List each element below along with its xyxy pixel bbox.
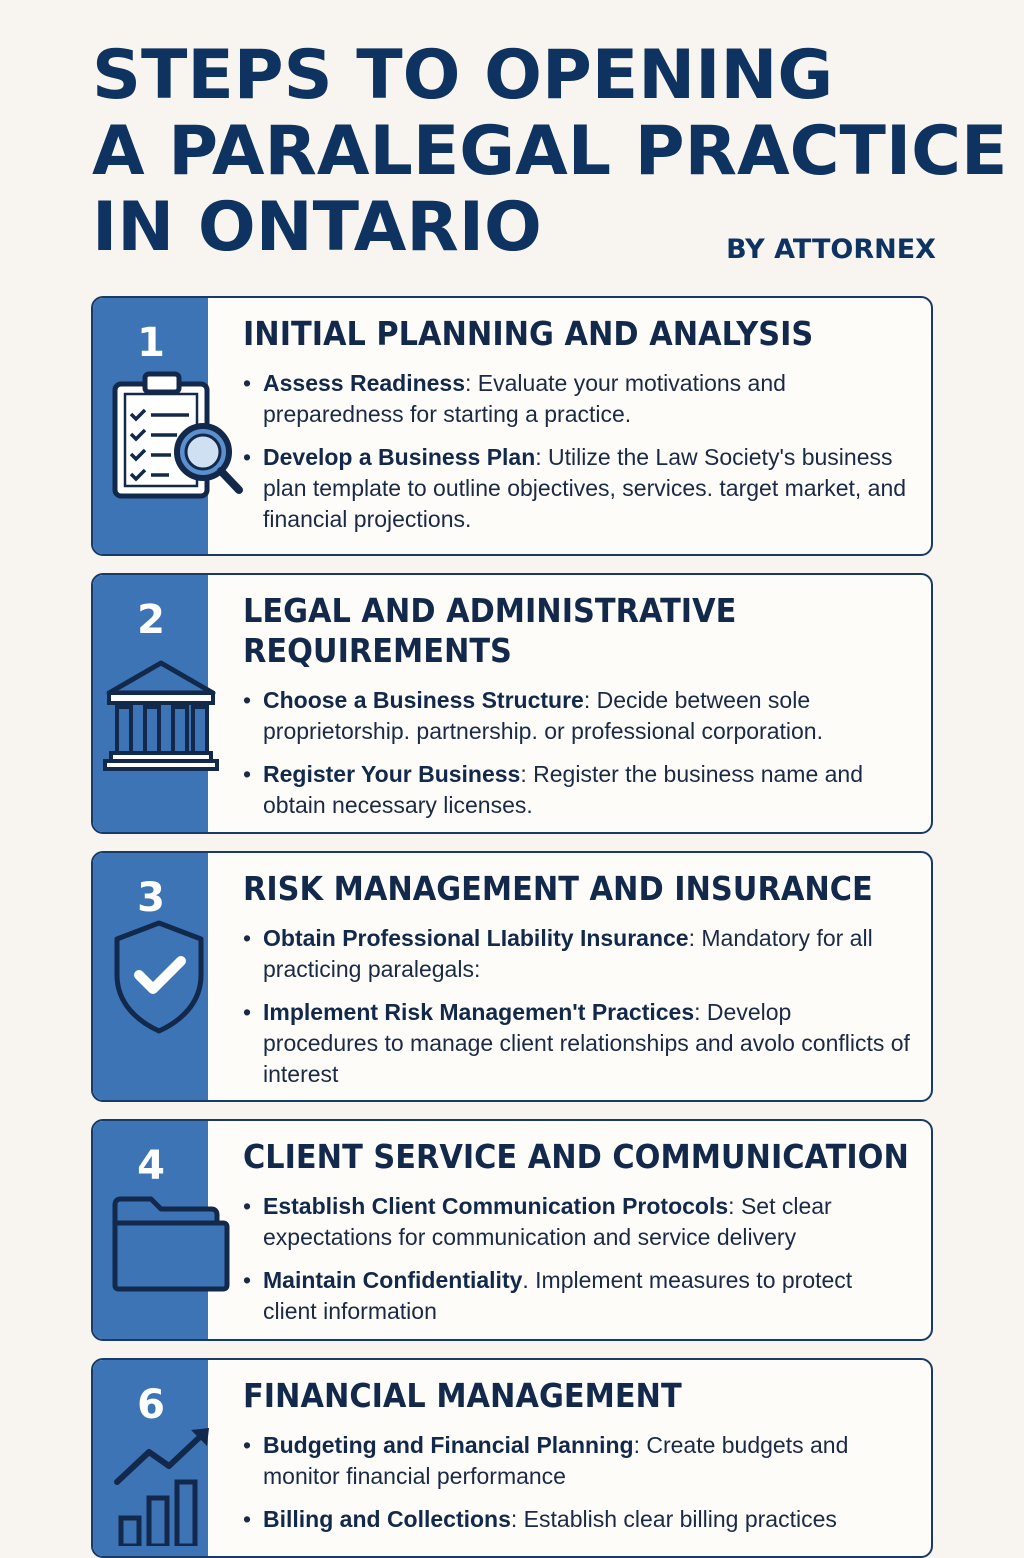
growth-chart-icon xyxy=(111,1426,221,1546)
step-card-6 xyxy=(91,1358,933,1558)
step-number: 1 xyxy=(137,320,165,366)
step-card-2 xyxy=(91,573,933,834)
step-card-4 xyxy=(91,1119,933,1341)
byline: BY ATTORNEX xyxy=(726,234,936,265)
shield-check-icon xyxy=(109,919,209,1035)
title-line-3: IN ONTARIO xyxy=(92,188,542,267)
clipboard-magnifier-icon xyxy=(107,370,247,500)
step-heading: RISK MANAGEMENT AND INSURANCE xyxy=(243,869,873,908)
step-number: 4 xyxy=(137,1143,165,1189)
step-number: 2 xyxy=(137,597,165,643)
list-item: • Assess Readiness: Evaluate your motivations and preparedness for starting a practice. xyxy=(243,368,911,430)
step-heading: INITIAL PLANNING AND ANALYSIS xyxy=(243,314,814,353)
list-item: • Obtain Professional LIability Insurance: Mandatory for all practicing paralegals: xyxy=(243,923,911,985)
list-item: • Choose a Business Structure: Decide between sole proprietorship. partnership. or professional corporation. xyxy=(243,685,911,747)
title-line-2: A PARALEGAL PRACTICE xyxy=(92,112,1008,191)
step-card-3 xyxy=(91,851,933,1102)
list-item: • Budgeting and Financial Planning: Create budgets and monitor financial performance xyxy=(243,1430,911,1492)
list-item: • Implement Risk Managemen't Practices: Develop procedures to manage client relationships and avolo conflicts of interest xyxy=(243,997,911,1090)
list-item: • Develop a Business Plan: Utilize the Law Society's business plan template to outline objectives, services. target market, and financial projections. xyxy=(243,442,911,535)
courthouse-icon xyxy=(101,655,231,775)
list-item: • Maintain Confidentiality. Implement measures to protect client information xyxy=(243,1265,911,1327)
title-line-1: STEPS TO OPENING xyxy=(92,36,834,115)
step-number: 6 xyxy=(137,1382,165,1428)
list-item: • Billing and Collections: Establish clear billing practices xyxy=(243,1504,911,1535)
step-card-1 xyxy=(91,296,933,556)
list-item: • Establish Client Communication Protocols: Set clear expectations for communication and service delivery xyxy=(243,1191,911,1253)
page-title xyxy=(92,38,1008,266)
step-heading: FINANCIAL MANAGEMENT xyxy=(243,1376,682,1415)
step-heading: LEGAL AND ADMINISTRATIVE REQUIREMENTS xyxy=(243,591,737,670)
list-item: • Register Your Business: Register the business name and obtain necessary licenses. xyxy=(243,759,911,821)
step-heading: CLIENT SERVICE AND COMMUNICATION xyxy=(243,1137,909,1176)
folder-icon xyxy=(111,1193,231,1293)
step-number: 3 xyxy=(137,875,165,921)
